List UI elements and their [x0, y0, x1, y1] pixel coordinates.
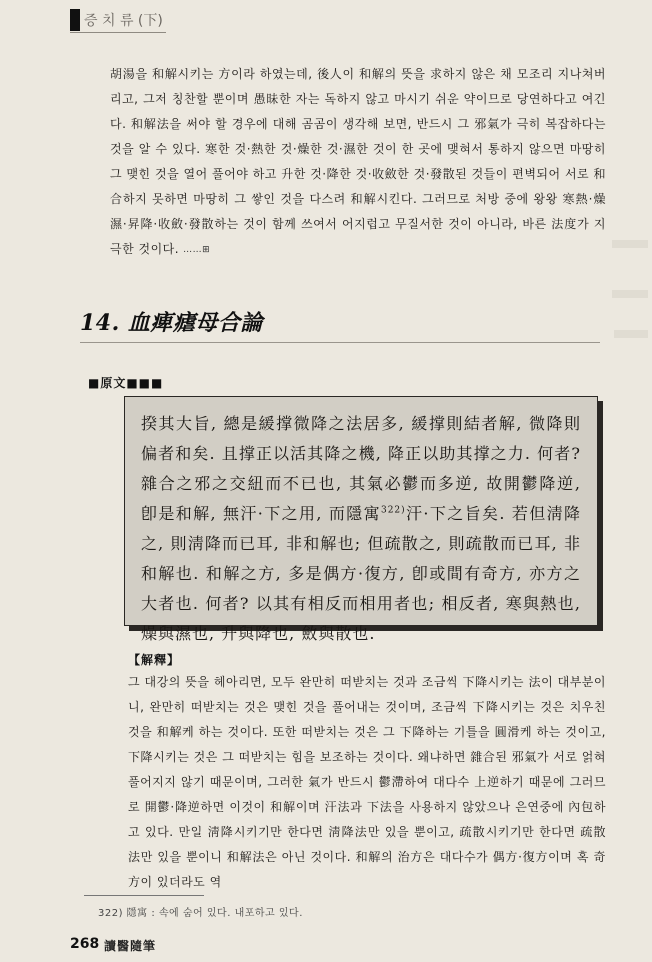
- original-text-label: ■原文■■■: [88, 376, 164, 390]
- footnote: 322) 隱寓 : 속에 숨어 있다. 내포하고 있다.: [98, 908, 303, 919]
- original-text-box: [124, 396, 598, 643]
- header-rule: [70, 32, 166, 33]
- paragraph-end-mark: ……⊞: [183, 244, 211, 255]
- running-header: [70, 8, 163, 32]
- bleed-through-mark: [614, 330, 648, 338]
- original-text: [141, 409, 581, 649]
- footnote-rule: [84, 895, 204, 896]
- section-title: 14. 血痺瘧母合論: [80, 310, 263, 336]
- intro-paragraph: [110, 62, 606, 262]
- book-title: 讀醫隨筆: [104, 939, 157, 953]
- running-header-text: 증 치 류 (下): [84, 13, 163, 29]
- section-title-rule: [80, 342, 600, 343]
- bleed-through-mark: [612, 290, 648, 298]
- footnote-reference: 322): [380, 505, 406, 516]
- commentary-paragraph: 그 대강의 뜻을 헤아리면, 모두 완만히 떠받치는 것과 조금씩 下降시키는 法이 대부분이니, 완만히 떠받치는 것은 맺힌 것을 풀어내는 것이며, 조금씩 下降시키는 것은 치우친 것을 和解케 하는 것이다. 또한 떠받치는 것은 그 下降하는 기틀을 圓滑케 하는 것이고, 下降시키는 것은 그 떠받치는 힘을 보조하는 것이다. 왜냐하면 雜合된 邪氣가 서로 얽혀 풀어지지 않기 때문이며, 그러한 氣가 반드시 鬱滯하여 대다수 上逆하기 때문에 그러므로 開鬱·降逆하면 이것이 和解이며 汗法과 下法을 사용하지 않았으나 은연중에 內包하고 있다. 만일 淸降시키기만 한다면 淸降法만 있을 뿐이고, 疏散시키기만 한다면 疏散法만 있을 뿐이니 和解法은 아닌 것이다. 和解의 治方은 대다수가 偶方·復方이며 혹 奇方이 있더라도 역: [128, 675, 606, 889]
- header-marker-block: [70, 9, 80, 31]
- bleed-through-mark: [612, 240, 648, 248]
- intro-paragraph-text: 胡湯을 和解시키는 方이라 하였는데, 後人이 和解의 뜻을 求하지 않은 채 모조리 지나쳐버리고, 그저 칭찬할 뿐이며 愚昧한 자는 독하지 않고 마시기 쉬운 약이므로 당연하다고 여긴다. 和解法을 써야 할 경우에 대해 곰곰이 생각해 보면, 반드시 그 邪氣가 극히 복잡하다는 것을 알 수 있다. 寒한 것·熱한 것·燥한 것·濕한 것이 한 곳에 맺혀서 통하지 않으면 마땅히 그 맺힌 것을 열어 풀어야 하고 升한 것·降한 것·收斂한 것·發散된 것들이 편벽되어 서로 和合하지 못하면 마땅히 그 쌓인 것을 다스려 和解시킨다. 그러므로 처방 중에 왕왕 寒熱·燥濕·昇降·收斂·發散하는 것이 함께 쓰여서 어지럽고 무질서한 것이 아니라, 바른 法度가 지극한 것이다.: [110, 67, 606, 256]
- original-text-part-b: 汗·下之旨矣. 若但淸降之, 則淸降而已耳, 非和解也; 但疏散之, 則疏散而已耳, 非和解也. 和解之方, 多是偶方·復方, 卽或間有奇方, 亦方之大者也. 何者? 以其有相反而相用者也; 相反者, 寒與熱也, 燥與濕也, 升與降也, 斂與散也.: [141, 504, 581, 643]
- page-number: 268: [70, 936, 100, 952]
- original-text-part-a: 揆其大旨, 總是緩撑微降之法居多, 緩撑則結者解, 微降則偏者和矣. 且撑正以活其降之機, 降正以助其撑之力. 何者? 雜合之邪之交紐而不已也, 其氣必鬱而多逆, 故開鬱降逆, 卽是和解, 無汗·下之用, 而隱寓: [141, 414, 581, 523]
- commentary-label: 【解釋】: [128, 653, 181, 667]
